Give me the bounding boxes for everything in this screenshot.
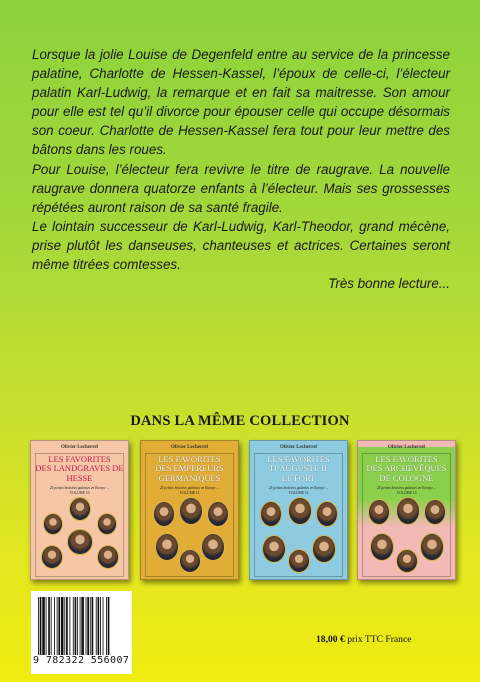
book-title-line: DES ARCHEVÊQUES <box>366 463 447 474</box>
price-amount: 18,00 € <box>316 634 345 645</box>
book-title-line: LES FAVORITES <box>48 454 111 464</box>
book-title-line: D’AUGUSTE II <box>270 463 327 474</box>
portrait-image <box>316 501 338 527</box>
portrait-image <box>396 497 420 525</box>
portrait-image <box>97 513 117 535</box>
blurb-paragraph-2: Pour Louise, l’électeur fera revivre le titre de raugrave. La nouvelle raugrave donnera quatorze enfants à l’électeur. Mais ses grossesses répétées auront raison de sa santé fragile. <box>32 161 450 215</box>
book-volume: VOLUME 11 <box>179 491 200 495</box>
price-text: prix TTC France <box>347 634 412 645</box>
book-author: Olivier Lecherrel <box>388 445 425 450</box>
book-title-line: DE COLOGNE <box>379 472 434 483</box>
portrait-image <box>312 535 336 563</box>
isbn-number: 9 782322 556007 <box>33 655 130 666</box>
book-title-line: LES FAVORITES <box>375 454 438 464</box>
portrait-image <box>43 513 63 535</box>
book-title <box>252 455 345 483</box>
blurb-paragraph-1: Lorsque la jolie Louise de Degenfeld entre au service de la princesse palatine, Charlotte de Hessen-Kassel, l’époux de celle-ci, l’électeur palatin Karl-Ludwig, la remarque et en fait sa maitresse. Son amour pour elle est tel qu’il divorce pour épouser celle qui occupe désormais son coeur. Charlotte de Hessen-Kassel fera tout pour leur mettre des bâtons dans les roues. <box>32 47 450 158</box>
barcode-bars <box>38 597 129 655</box>
book-subtitle: 25 petites histoires galantes en Europe ... <box>268 486 329 490</box>
portrait-image <box>262 535 286 563</box>
book-subtitle: 25 petites histoires galantes en Europe ... <box>376 486 437 490</box>
portrait-image <box>420 533 444 561</box>
portrait-image <box>207 501 229 527</box>
portrait-image <box>424 499 446 525</box>
book-title-line: HESSE <box>66 472 93 483</box>
book-title <box>360 455 453 483</box>
portrait-image <box>368 499 390 525</box>
book-cover-empereurs[interactable] <box>140 440 239 580</box>
portrait-image <box>97 545 119 569</box>
back-cover-blurb <box>32 45 450 293</box>
book-title-line: LES FAVORITES <box>267 454 330 464</box>
portrait-image <box>41 545 63 569</box>
portrait-image <box>153 501 175 527</box>
portrait-image <box>179 497 203 525</box>
book-cover-landgraves[interactable] <box>30 440 129 580</box>
blurb-closing: Très bonne lecture... <box>328 276 450 292</box>
portrait-image <box>179 549 201 573</box>
book-title <box>143 455 236 483</box>
collection-heading: DANS LA MÊME COLLECTION <box>130 413 350 429</box>
portrait-image <box>288 497 312 525</box>
book-author: Olivier Lecherrel <box>280 445 317 450</box>
isbn-barcode <box>31 591 132 674</box>
book-title <box>33 455 126 483</box>
portrait-image <box>396 549 418 573</box>
book-volume: VOLUME 13 <box>396 491 417 495</box>
portrait-image <box>155 533 179 561</box>
book-author: Olivier Lecherrel <box>61 445 98 450</box>
book-volume: VOLUME 10 <box>69 491 90 495</box>
book-title-line: DES EMPEREURS <box>155 463 224 474</box>
book-cover-auguste[interactable] <box>249 440 348 580</box>
price-label <box>316 634 412 645</box>
book-subtitle: 25 petites histoires galantes en Europe ... <box>159 486 220 490</box>
portrait-image <box>370 533 394 561</box>
book-subtitle: 25 petites histoires galantes en Europe ... <box>49 486 110 490</box>
book-cover-archeveques[interactable] <box>357 440 456 580</box>
book-title-line: LE FORT <box>281 472 316 483</box>
portrait-image <box>67 529 93 555</box>
portrait-image <box>288 549 310 573</box>
blurb-paragraph-3: Le lointain successeur de Karl-Ludwig, Karl-Theodor, grand mécène, prise plutôt les danseuses, chanteuses et actrices. Certaines seront même titrées comtesses. <box>32 218 450 273</box>
portrait-image <box>260 501 282 527</box>
book-author: Olivier Lecherrel <box>171 445 208 450</box>
portrait-image <box>69 497 91 521</box>
book-volume: VOLUME 12 <box>288 491 309 495</box>
book-title-line: DES LANDGRAVES DE <box>35 463 124 474</box>
book-title-line: LES FAVORITES <box>158 454 221 464</box>
book-title-line: GERMANIQUES <box>158 472 221 483</box>
portrait-image <box>201 533 225 561</box>
